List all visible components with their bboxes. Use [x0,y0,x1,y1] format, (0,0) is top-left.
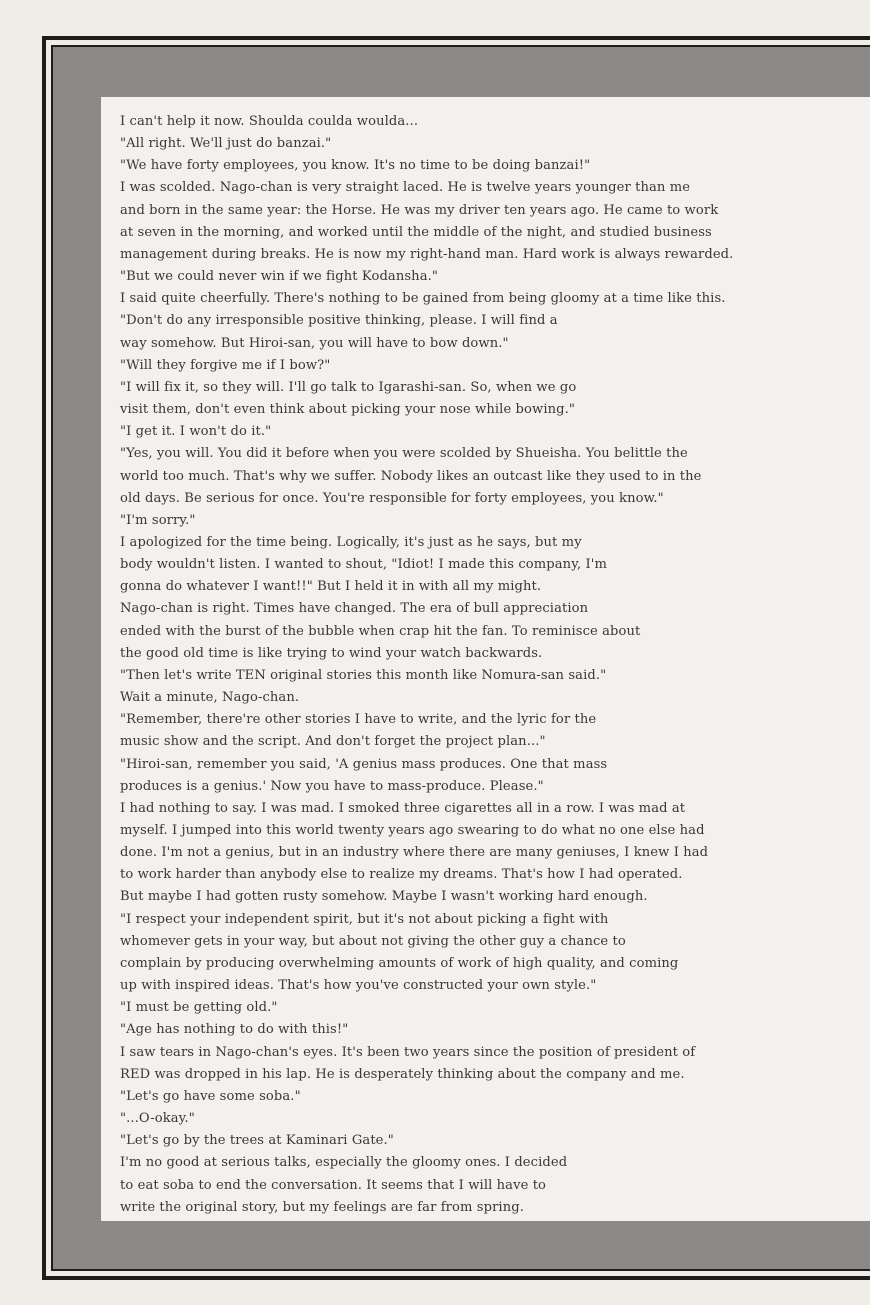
text-line: I saw tears in Nago-chan's eyes. It's been two years since the position of president of [120,1044,696,1060]
text-line: "Let's go by the trees at Kaminari Gate." [120,1133,394,1149]
text-line: I said quite cheerfully. There's nothing to be gained from being gloomy at a time like this. [120,291,726,307]
text-line: write the original story, but my feelings are far from spring. [120,1199,524,1215]
text-line: "I'm sorry." [120,512,196,528]
text-line: whomever gets in your way, but about not giving the other guy a chance to [120,933,626,949]
text-line: and born in the same year: the Horse. He was my driver ten years ago. He came to work [120,202,719,218]
text-line: "I get it. I won't do it." [120,424,272,440]
text-line: RED was dropped in his lap. He is desperately thinking about the company and me. [120,1066,685,1082]
text-line: done. I'm not a genius, but in an industry where there are many geniuses, I knew I had [120,845,709,861]
text-line: to eat soba to end the conversation. It seems that I will have to [120,1177,547,1193]
text-line: "All right. We'll just do banzai." [120,136,332,152]
text-line: I had nothing to say. I was mad. I smoked three cigarettes all in a row. I was mad at [120,800,686,816]
text-line: "Will they forgive me if I bow?" [120,357,331,373]
text-line: "Don't do any irresponsible positive thinking, please. I will find a [120,313,558,329]
text-line: way somehow. But Hiroi-san, you will have to bow down." [120,335,509,351]
story-text [120,111,870,1219]
text-line: "Then let's write TEN original stories this month like Nomura-san said." [120,667,607,683]
text-line: I'm no good at serious talks, especially the gloomy ones. I decided [120,1155,568,1171]
text-line: ended with the burst of the bubble when crap hit the fan. To reminisce about [120,623,641,639]
text-line: the good old time is like trying to wind your watch backwards. [120,645,543,661]
text-line: gonna do whatever I want!!" But I held it in with all my might. [120,579,542,595]
text-line: Nago-chan is right. Times have changed. The era of bull appreciation [120,601,589,617]
text-line: But maybe I had gotten rusty somehow. Maybe I wasn't working hard enough. [120,889,648,905]
text-panel [101,97,870,1221]
text-line: myself. I jumped into this world twenty years ago swearing to do what no one else had [120,823,705,838]
text-line: visit them, don't even think about picking your nose while bowing." [120,402,576,418]
text-line: up with inspired ideas. That's how you've constructed your own style." [120,978,597,994]
frame-inner-gap [46,40,870,1276]
text-line: "I respect your independent spirit, but it's not about picking a fight with [120,911,609,927]
text-line: I can't help it now. Shoulda coulda woulda... [120,114,419,129]
text-line: old days. Be serious for once. You're responsible for forty employees, you know." [120,490,664,506]
text-line: produces is a genius.' Now you have to mass-produce. Please." [120,778,544,794]
text-line: "...O-okay." [120,1111,195,1127]
text-line: "I must be getting old." [120,1000,278,1016]
gray-border-band [51,45,870,1271]
text-line: world too much. That's why we suffer. Nobody likes an outcast like they used to in the [120,468,702,484]
text-line: complain by producing overwhelming amounts of work of high quality, and coming [120,955,679,971]
text-line: "Let's go have some soba." [120,1088,301,1104]
outer-border-frame [42,36,870,1280]
text-line: "I will fix it, so they will. I'll go talk to Igarashi-san. So, when we go [120,379,577,395]
text-line: "But we could never win if we fight Kodansha." [120,269,439,285]
text-line: "Hiroi-san, remember you said, 'A genius mass produces. One that mass [120,756,608,772]
text-line: to work harder than anybody else to realize my dreams. That's how I had operated. [120,867,683,883]
text-line: music show and the script. And don't forget the project plan..." [120,734,546,750]
text-line: Wait a minute, Nago-chan. [120,690,300,706]
text-line: "Age has nothing to do with this!" [120,1022,349,1038]
text-line: management during breaks. He is now my right-hand man. Hard work is always rewarded. [120,246,734,262]
text-line: "We have forty employees, you know. It's no time to be doing banzai!" [120,158,591,174]
text-line: I was scolded. Nago-chan is very straight laced. He is twelve years younger than me [120,180,691,196]
text-line: I apologized for the time being. Logically, it's just as he says, but my [120,534,582,550]
text-line: "Yes, you will. You did it before when you were scolded by Shueisha. You belittle the [120,446,688,462]
text-line: at seven in the morning, and worked until the middle of the night, and studied business [120,224,712,240]
text-line: "Remember, there're other stories I have to write, and the lyric for the [120,712,597,728]
text-line: body wouldn't listen. I wanted to shout, "Idiot! I made this company, I'm [120,557,607,573]
